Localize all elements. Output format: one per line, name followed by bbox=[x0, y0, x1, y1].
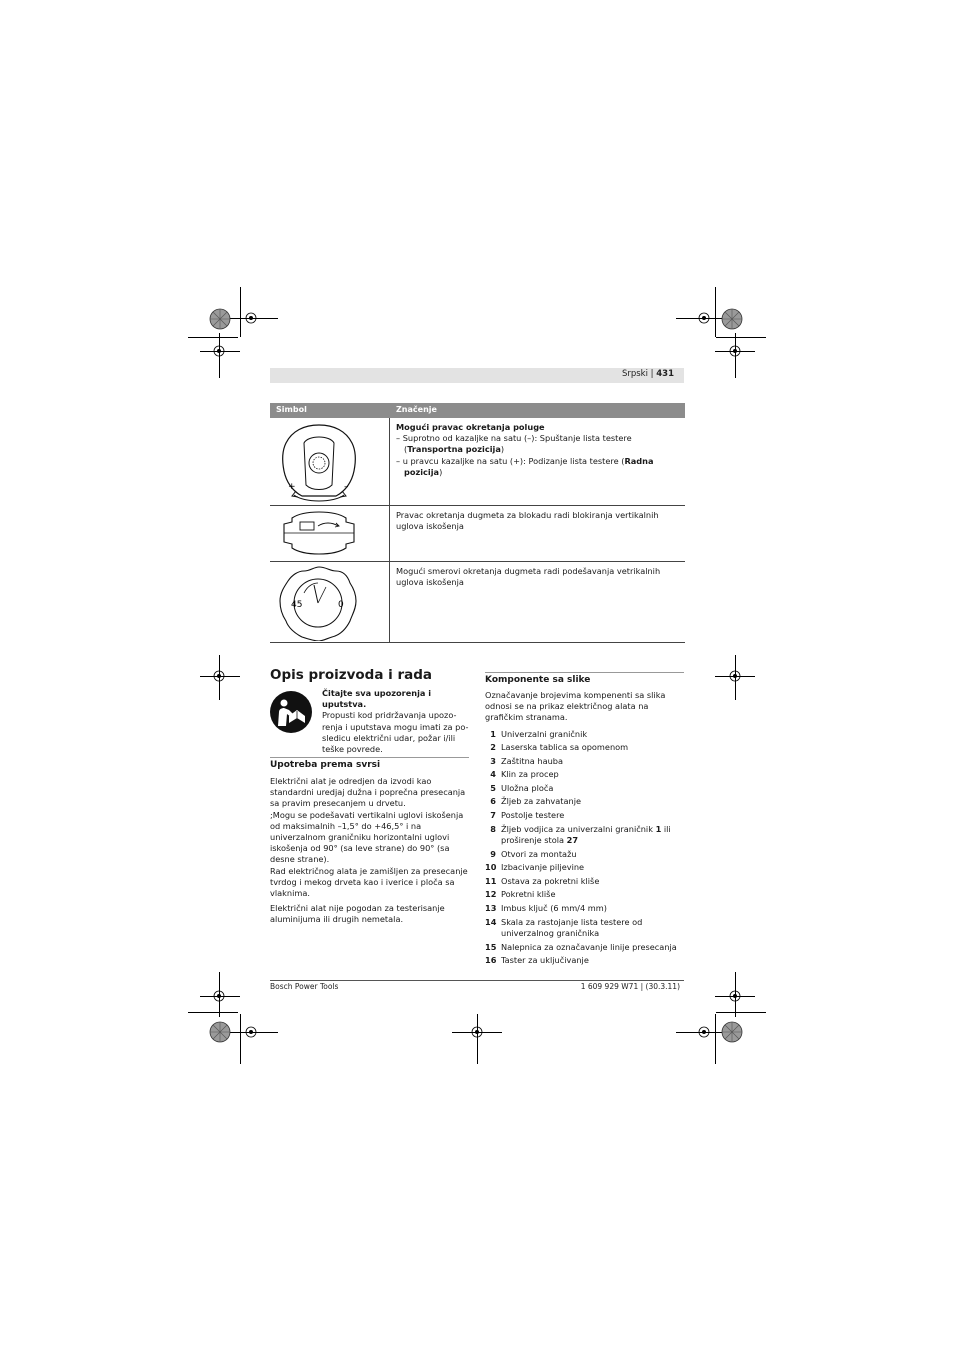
footer-brand: Bosch Power Tools bbox=[270, 982, 339, 991]
registration-mark-icon bbox=[209, 308, 231, 330]
row3-text: Mogući smerovi okretanja dugmeta radi podešavanja vetrikalnih uglova iskošenja bbox=[396, 566, 661, 588]
lock-knob-icon bbox=[274, 508, 364, 560]
registration-mark-icon bbox=[212, 989, 226, 1003]
dial-right-label: 0 bbox=[338, 600, 344, 610]
table-cell-meaning bbox=[396, 422, 681, 478]
table-header bbox=[270, 403, 685, 418]
table-cell-symbol bbox=[270, 506, 390, 561]
section-title: Opis proizvoda i rada bbox=[270, 667, 432, 683]
table-cell-symbol bbox=[270, 418, 390, 505]
header-separator: | bbox=[650, 369, 654, 379]
usage-text bbox=[270, 776, 470, 926]
registration-mark-icon bbox=[209, 1021, 231, 1043]
registration-mark-icon bbox=[244, 1025, 258, 1039]
usage-paragraph: ;Mogu se podešavati vertikalni uglovi iskošenja od maksimalnih –1,5° do +46,5° i na univerzalnom graničniku horizontalni uglovi iskošenja od 90° (sa leve strane) do 90° (sa desne strane). bbox=[270, 809, 464, 865]
table-row bbox=[270, 562, 685, 643]
table-cell-symbol bbox=[270, 562, 390, 642]
page-header-text bbox=[622, 369, 674, 379]
read-manual-icon bbox=[269, 690, 313, 734]
registration-mark-icon bbox=[728, 669, 742, 683]
row1-line1: – Suprotno od kazaljke na satu (–): Spuštanje lista testere (Transportna pozicija) bbox=[396, 433, 632, 455]
usage-paragraph: Električni alat je odredjen da izvodi kao standardni uredjaj dužna i poprečna presecanja sa pravim presecanjem u drvetu. bbox=[270, 776, 466, 809]
lever-minus-label: – bbox=[344, 482, 349, 492]
registration-mark-icon bbox=[697, 1025, 711, 1039]
registration-mark-icon bbox=[212, 669, 226, 683]
registration-mark-icon bbox=[697, 311, 711, 325]
usage-heading: Upotreba prema svrsi bbox=[270, 760, 381, 770]
page-header bbox=[270, 368, 684, 383]
registration-mark-icon bbox=[728, 989, 742, 1003]
components-intro: Označavanje brojevima kompenenti sa slika odnosi se na prikaz električnog alata na grafičkim stranama. bbox=[485, 690, 666, 723]
table-row bbox=[270, 506, 685, 562]
row2-text: Pravac okretanja dugmeta za blokadu radi blokiranja vertikalnih uglova iskošenja bbox=[396, 510, 659, 532]
registration-mark-icon bbox=[212, 344, 226, 358]
table-row bbox=[270, 418, 685, 506]
registration-mark-icon bbox=[721, 308, 743, 330]
lever-rotation-icon bbox=[274, 421, 364, 505]
col-symbol: Simbol bbox=[276, 405, 307, 414]
registration-mark-icon bbox=[728, 344, 742, 358]
dial-left-label: 45 bbox=[291, 600, 303, 610]
bevel-knob-icon bbox=[274, 563, 364, 641]
usage-paragraph: Električni alat nije pogodan za testerisanje aluminijuma ili drugih nemetala. bbox=[270, 903, 445, 925]
table-cell-meaning bbox=[396, 510, 681, 532]
registration-mark-icon bbox=[721, 1021, 743, 1043]
page-number: 431 bbox=[656, 369, 674, 379]
registration-mark-icon bbox=[470, 1025, 484, 1039]
warning-bold: Čitajte sva upozorenja i uputstva. bbox=[322, 688, 432, 710]
row1-title: Mogući pravac okretanja poluge bbox=[396, 422, 545, 432]
usage-paragraph: Rad električnog alata je zamišljen za presecanje tvrdog i mekog drveta kao i iverice i ploča sa vlaknima. bbox=[270, 865, 468, 899]
lever-plus-label: + bbox=[288, 482, 296, 492]
components-heading: Komponente sa slike bbox=[485, 675, 591, 685]
col-meaning: Značenje bbox=[396, 405, 437, 414]
footer-docid: 1 609 929 W71 | (30.3.11) bbox=[580, 982, 680, 991]
symbol-table bbox=[270, 403, 685, 643]
row1-line2: – u pravcu kazaljke na satu (+): Podizanje lista testere (Radna pozicija) bbox=[396, 455, 654, 477]
warning-block bbox=[322, 688, 470, 755]
warning-text: Propusti kod pridržavanja upozo-renja i uputstava mogu imati za po-sledicu električni udar, požar i/ili teške povrede. bbox=[322, 710, 469, 755]
table-cell-meaning bbox=[396, 566, 681, 588]
registration-mark-icon bbox=[244, 311, 258, 325]
header-language: Srpski bbox=[621, 369, 648, 379]
